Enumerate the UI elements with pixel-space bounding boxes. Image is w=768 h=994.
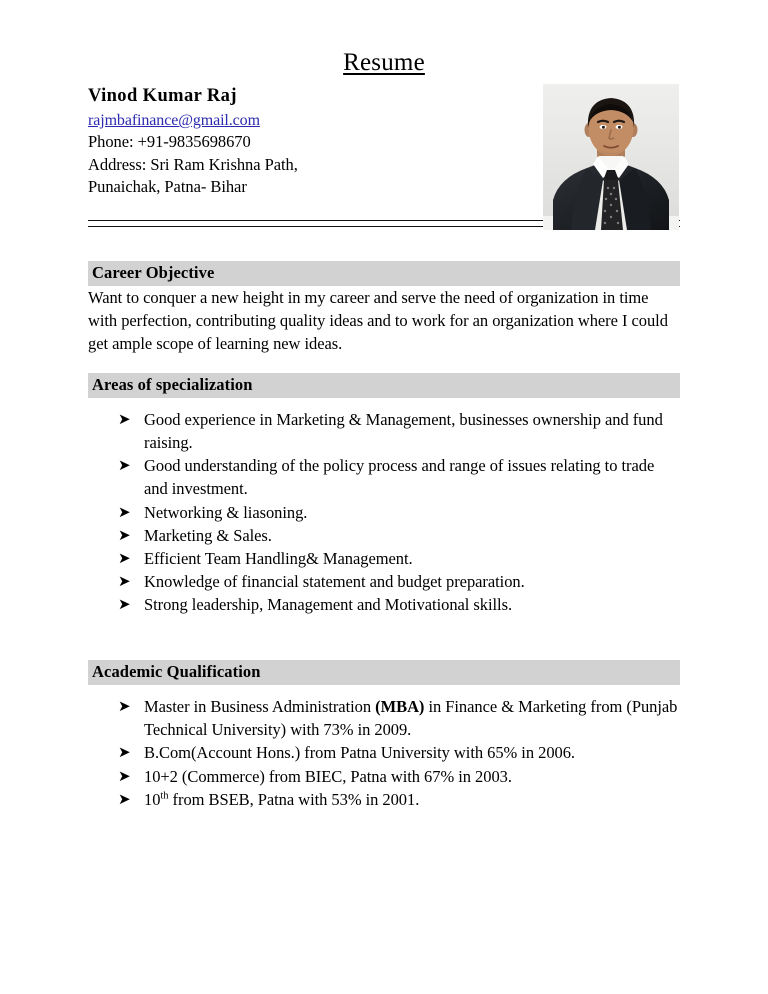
page-content — [88, 0, 680, 811]
list-item — [110, 695, 680, 741]
header-block — [88, 84, 680, 204]
portrait-photo — [543, 84, 679, 230]
list-item — [110, 524, 680, 547]
list-item-text: 10+2 (Commerce) from BIEC, Patna with 67% in 2003. — [144, 766, 512, 786]
page-title-text: Resume — [343, 49, 425, 76]
bullet-arrow-icon: ➤ — [118, 456, 131, 475]
spacer — [88, 616, 680, 660]
bullet-arrow-icon: ➤ — [118, 525, 131, 544]
spacer — [88, 355, 680, 373]
list-item — [110, 765, 680, 788]
list-item — [110, 788, 680, 811]
spacer — [88, 685, 680, 695]
list-item-text: Good understanding of the policy process and range of issues relating to trade and investment. — [144, 456, 655, 499]
email-link[interactable]: rajmbafinance@gmail.com — [88, 112, 260, 130]
list-item — [110, 570, 680, 593]
section-heading-academic-qualification: Academic Qualification — [88, 660, 680, 685]
list-item-text-bold: (MBA) — [375, 697, 425, 717]
list-item-text: Knowledge of financial statement and budget preparation. — [144, 572, 525, 592]
list-item — [110, 741, 680, 764]
career-objective-body: Want to conquer a new height in my career and serve the need of organization in time with perfection, contributing quality ideas and to work for an organization where I could get ample scope of learning new ideas. — [88, 288, 668, 354]
list-item-text-after: in Finance & Marketing from (Punjab Technical University) with 73% in 2009. — [144, 697, 678, 740]
areas-of-specialization-list — [110, 408, 680, 617]
list-item-text: Efficient Team Handling& Management. — [144, 548, 413, 568]
address-line-1: Address: Sri Ram Krishna Path, — [88, 154, 298, 174]
bullet-arrow-icon: ➤ — [118, 572, 131, 591]
list-item-text: Strong leadership, Management and Motivational skills. — [144, 595, 513, 615]
bullet-arrow-icon: ➤ — [118, 697, 131, 716]
list-item-text: Networking & liasoning. — [144, 502, 308, 522]
section-heading-areas-of-specialization: Areas of specialization — [88, 373, 680, 398]
phone-line: Phone: +91-9835698670 — [88, 132, 251, 152]
bullet-arrow-icon: ➤ — [118, 789, 131, 808]
email-row — [88, 110, 518, 131]
bullet-arrow-icon: ➤ — [118, 743, 131, 762]
ordinal-suffix: th — [160, 790, 169, 802]
list-item — [110, 501, 680, 524]
list-item-text-after: from BSEB, Patna with 53% in 2001. — [168, 789, 420, 809]
portrait-photo-graphic — [543, 84, 679, 230]
spacer — [88, 398, 680, 408]
list-item-text-before: Master in Business Administration — [144, 697, 376, 717]
address-line-2: Punaichak, Patna- Bihar — [88, 177, 247, 197]
spacer — [88, 227, 680, 261]
bullet-arrow-icon: ➤ — [118, 502, 131, 521]
contact-details — [88, 84, 518, 199]
list-item-text: Marketing & Sales. — [144, 525, 272, 545]
academic-qualification-list — [110, 695, 680, 811]
candidate-name: Vinod Kumar Raj — [88, 86, 237, 107]
bullet-arrow-icon: ➤ — [118, 766, 131, 785]
section-heading-career-objective: Career Objective — [88, 261, 680, 286]
list-item-text-before: 10 — [144, 789, 161, 809]
list-item — [110, 547, 680, 570]
list-item-text: Good experience in Marketing & Management, businesses ownership and fund raising. — [144, 409, 663, 452]
list-item — [110, 593, 680, 616]
list-item — [110, 454, 680, 500]
bullet-arrow-icon: ➤ — [118, 409, 131, 428]
bullet-arrow-icon: ➤ — [118, 548, 131, 567]
page-title — [88, 0, 680, 76]
list-item — [110, 408, 680, 454]
list-item-text: B.Com(Account Hons.) from Patna University with 65% in 2006. — [144, 743, 575, 763]
bullet-arrow-icon: ➤ — [118, 595, 131, 614]
